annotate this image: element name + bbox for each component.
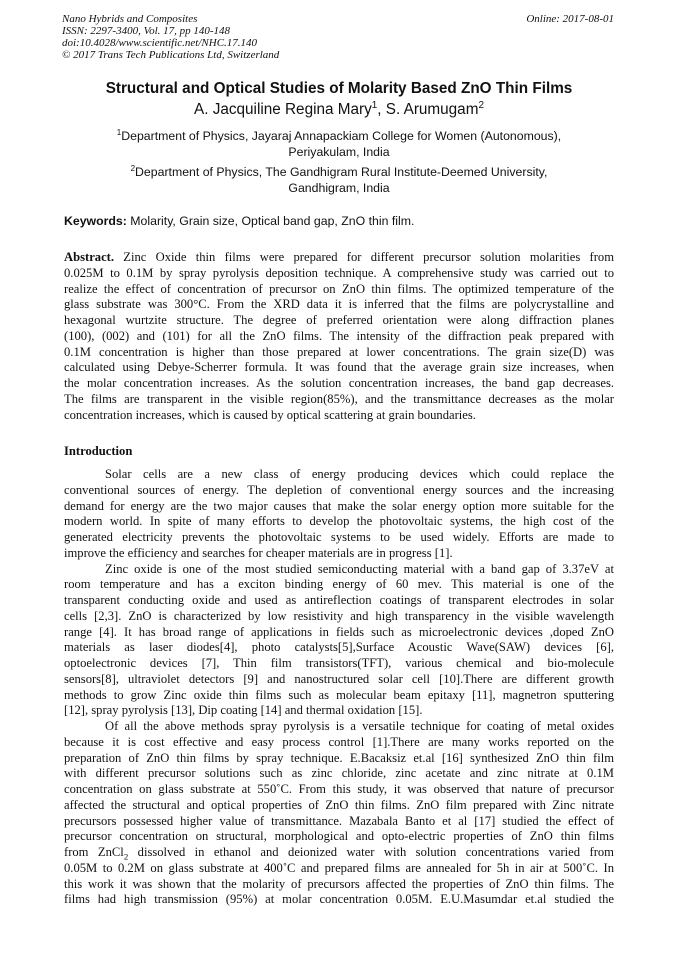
- affiliation-line: Department of Physics, The Gandhigram Rural Institute-Deemed University,: [135, 165, 548, 179]
- author-affiliation-mark: 1: [371, 99, 378, 111]
- abstract-line: The films are transparent in the visible region(85%), and the transmittance decreases as the molar: [64, 391, 614, 406]
- abstract-line: 0.025M to 0.1M by spray pyrolysis deposition technique. A comprehensive study was carried out to: [64, 265, 614, 280]
- paragraph-line: conventional sources of energy. The depletion of conventional energy sources and the increasing: [64, 482, 614, 497]
- copyright: © 2017 Trans Tech Publications Ltd, Switzerland: [62, 49, 280, 61]
- abstract-line: (100), (002) and (101) for all the ZnO films. The intensity of the diffraction peak prepared with: [64, 328, 614, 343]
- issn: ISSN: 2297-3400, Vol. 17, pp 140-148: [62, 25, 231, 37]
- paragraph-line: Zinc oxide is one of the most studied semiconducting material with a band gap of 3.37eV at: [105, 561, 614, 576]
- abstract-text: Zinc Oxide thin films were prepared for different precursor solution molarities from: [114, 250, 614, 264]
- introduction-body: [64, 467, 614, 908]
- abstract-line: hexagonal wurtzite structure. The degree of preferred orientation were along diffraction planes: [64, 313, 614, 327]
- author-name: S. Arumugam: [385, 101, 479, 118]
- journal-name: Nano Hybrids and Composites: [62, 13, 198, 25]
- subscript: 2: [123, 851, 129, 862]
- paragraph-line: room temperature and has a exciton binding energy of 60 mev. This material is one of the: [64, 577, 614, 592]
- author-name: A. Jacquiline Regina Mary: [194, 101, 372, 118]
- author-affiliation-mark: 2: [478, 99, 484, 111]
- doi: doi:10.4028/www.scientific.net/NHC.17.140: [62, 37, 258, 49]
- affiliation-1: [0, 128, 678, 160]
- paragraph-line: films had high transmission (95%) at molar concentration 0.05M. E.U.Masumdar et.al studied the: [64, 892, 614, 907]
- paragraph-line: Solar cells are a new class of energy producing devices which could replace the: [105, 467, 614, 481]
- paragraph-line: [12], spray pyrolysis [13], Dip coating [14] and thermal oxidation [15].: [64, 703, 423, 718]
- paragraph-line: cells [2,3]. ZnO is characterized by low resistivity and high transparency in the visible wavelength: [64, 608, 614, 623]
- paragraph-line: transparent conducting oxide and used as antireflection coatings of transparent electrodes in solar: [64, 593, 614, 607]
- paragraph-line: with different precursor solutions such as zinc chloride, zinc acetate and zinc nitrate at 0.1M: [64, 766, 614, 781]
- paragraph-line: preparation of ZnO thin films by spray technique. E.Bacaksiz et.al [16] synthesized ZnO thin film: [64, 750, 614, 765]
- paper-title: Structural and Optical Studies of Molarity Based ZnO Thin Films: [105, 80, 573, 97]
- affiliation-mark: 1: [116, 127, 122, 137]
- paragraph-line: precursors possessed higher value of transmittance. Mazabala Banto et al [17] studied the effect of: [64, 813, 614, 828]
- paragraph-line: demand for energy are the two major causes that make the solar energy option more suitable for the: [64, 498, 614, 513]
- paragraph-line: improve the efficiency and searches for cheaper materials are in progress [1].: [64, 545, 453, 560]
- abstract-line: calculated using Debye-Scherrer formula. It was found that the average grain size increases, when: [64, 360, 614, 375]
- keywords-text: Molarity, Grain size, Optical band gap, ZnO thin film.: [126, 214, 415, 228]
- paragraph-line: from ZnCl$_2$ dissolved in ethanol and deionized water with solution concentrations varied from: [64, 845, 614, 862]
- authors: [0, 101, 678, 119]
- paragraph-line: sensors[8], ultraviolet detectors [9] and nanostructured solar cell [10].There are different growth: [64, 671, 614, 686]
- abstract-line: realize the effect of concentration of precursor on ZnO thin films. The optimized temperature of the: [64, 281, 614, 296]
- affiliation-line: Department of Physics, Jayaraj Annapackiam College for Women (Autonomous),: [121, 129, 562, 143]
- paragraph-line: Of all the above methods spray pyrolysis is a versatile technique for coating of metal oxides: [105, 719, 614, 733]
- abstract-line: the molar concentration increases. As the solution concentration increases, the band gap decreases.: [64, 376, 614, 390]
- paragraph-line: methods to grow Zinc oxide thin films such as molecular beam epitaxy [11], magnetron sputtering: [64, 687, 614, 702]
- paragraph-line: this work it was shown that the molarity of precursors affected the properties of ZnO thin films. The: [64, 876, 614, 891]
- paragraph-line: 0.05M to 0.2M on glass substrate at 400˚C and prepared films are annealed for 5h in air at 500˚C. In: [64, 860, 614, 875]
- abstract-line: concentration increases, which is caused by optical scattering at grain boundaries.: [64, 407, 476, 422]
- paragraph-line: modern world. In spite of many efforts to develop the photovoltaic systems, the high cost of the: [64, 514, 614, 529]
- paragraph-line: generated electricity prevents the photovoltaic systems to be used widely. Efforts are made to: [64, 530, 614, 544]
- paragraph-line: materials as laser diodes[4], photo catalysts[5],Surface Acoustic Wave(SAW) devices [6],: [64, 640, 614, 655]
- online-date: Online: 2017-08-01: [526, 13, 614, 25]
- paragraph-line: optoelectronic devices [7], Thin film transistors(TFT), various chemical and bio-molecule: [64, 656, 614, 670]
- affiliation-mark: 2: [130, 163, 136, 173]
- paragraph-line: because it is cost effective and easy process control [1].There are many works reported on the: [64, 734, 614, 749]
- abstract-line: 0.1M concentration is higher than those prepared at lower concentrations. The grain size(D) was: [64, 344, 614, 359]
- abstract-line: [64, 250, 614, 266]
- section-heading-introduction: Introduction: [64, 444, 133, 458]
- paragraph-line: concentration on glass substrate at 550˚C. From this study, it was observed that nature of precursor: [64, 782, 614, 796]
- affiliation-line: Periyakulam, India: [288, 145, 390, 159]
- affiliation-2: [0, 164, 678, 196]
- abstract-label: Abstract.: [64, 250, 115, 264]
- keywords: [64, 214, 414, 228]
- paragraph-line: affected the structural and optical properties of ZnO thin films. ZnO film prepared with Zinc nitrate: [64, 797, 614, 812]
- journal-header: [62, 13, 279, 61]
- author-separator: ,: [377, 101, 386, 118]
- affiliation-line: Gandhigram, India: [288, 181, 390, 195]
- abstract-line: glass substrate was 300°C. From the XRD data it is inferred that the films are polycrystalline and: [64, 297, 614, 312]
- paragraph-line: precursor concentration on structural, morphological and opto-electric properties of ZnO thin films: [64, 829, 614, 844]
- keywords-label: Keywords:: [64, 214, 127, 228]
- paragraph-line: range [4]. It has broad range of applications in fields such as microelectronic devices ,doped ZnO: [64, 624, 614, 639]
- abstract: [64, 250, 614, 423]
